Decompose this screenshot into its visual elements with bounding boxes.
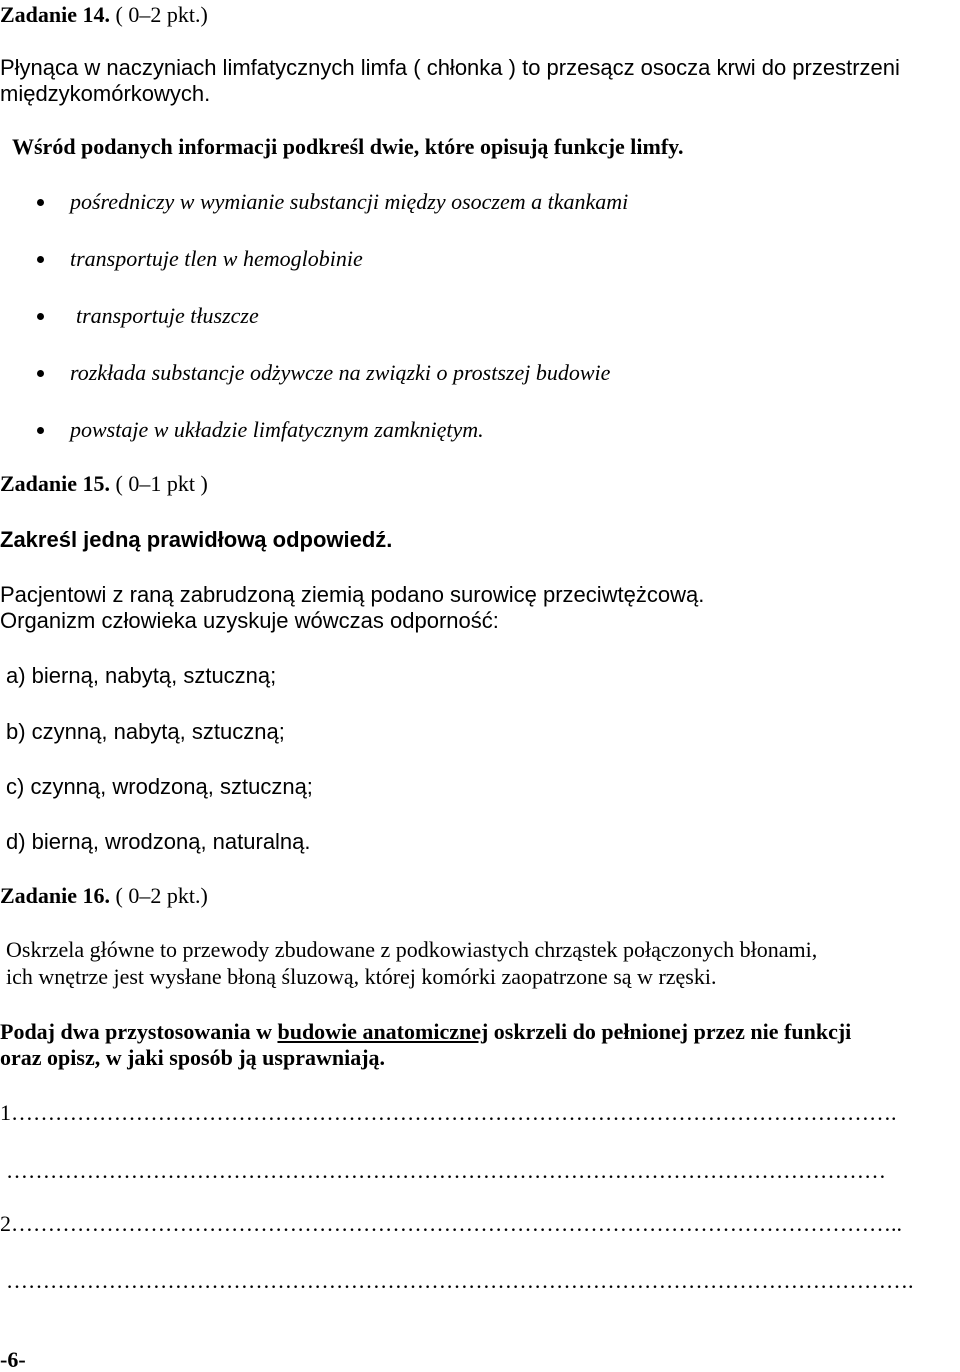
task-16-text-line2: ich wnętrze jest wysłane błoną śluzową, której komórki zaopatrzone są w rzęski.	[6, 964, 717, 989]
task-15-title: Zadanie 15.	[0, 471, 111, 496]
task-14-intro-line2: międzykomórkowych.	[0, 81, 211, 106]
task-14-option-3[interactable]: transportuje tłuszcze	[76, 303, 259, 328]
task-15-heading	[0, 473, 208, 495]
bullet-icon	[37, 199, 44, 206]
task-15-text-line1: Pacjentowi z raną zabrudzoną ziemią podano surowicę przeciwtężcową.	[0, 582, 705, 607]
page-number: -6-	[0, 1347, 26, 1372]
answer-line-2-continued[interactable]: …………………………………………………………………………………………………………….	[6, 1270, 914, 1292]
task-15-answer-c[interactable]: c) czynną, wrodzoną, sztuczną;	[6, 774, 313, 799]
answer-line-1[interactable]: 1………………………………………………………………………………………………………….	[0, 1102, 897, 1124]
bullet-icon	[37, 370, 44, 377]
task-14-points: ( 0–2 pkt.)	[115, 2, 208, 27]
task-15-points: ( 0–1 pkt )	[115, 471, 208, 496]
instruction-text: oskrzeli do pełnionej przez nie funkcji	[488, 1019, 852, 1044]
instruction-underlined-text: budowie anatomicznej	[277, 1019, 489, 1044]
task-14-heading	[0, 4, 208, 26]
answer-line-2[interactable]: 2…………………………………………………………………………………………………………..	[0, 1213, 902, 1235]
task-14-intro-line1: Płynąca w naczyniach limfatycznych limfa ( chłonka ) to przesącz osocza krwi do przestrzeni	[0, 55, 900, 80]
task-16-instruction-line1	[0, 1021, 851, 1043]
task-16-points: ( 0–2 pkt.)	[115, 883, 208, 908]
task-15-answer-a[interactable]: a) bierną, nabytą, sztuczną;	[6, 663, 277, 688]
answer-line-1-continued[interactable]: …………………………………………………………………………………………………………	[6, 1160, 886, 1182]
task-14-option-2[interactable]: transportuje tlen w hemoglobinie	[70, 246, 363, 271]
task-15-answer-b[interactable]: b) czynną, nabytą, sztuczną;	[6, 719, 285, 744]
task-14-option-5[interactable]: powstaje w układzie limfatycznym zamkniętym.	[70, 417, 484, 442]
task-16-heading	[0, 885, 208, 907]
task-15-instruction: Zakreśl jedną prawidłową odpowiedź.	[0, 527, 393, 552]
task-14-title: Zadanie 14.	[0, 2, 111, 27]
task-16-text-line1: Oskrzela główne to przewody zbudowane z podkowiastych chrząstek połączonych błonami,	[6, 937, 818, 962]
task-15-answer-d[interactable]: d) bierną, wrodzoną, naturalną.	[6, 829, 311, 854]
task-16-instruction-line2: oraz opisz, w jaki sposób ją usprawniają.	[0, 1045, 386, 1070]
task-14-instruction: Wśród podanych informacji podkreśl dwie, które opisują funkcje limfy.	[12, 134, 684, 159]
bullet-icon	[37, 256, 44, 263]
task-14-option-1[interactable]: pośredniczy w wymianie substancji między osoczem a tkankami	[70, 189, 629, 214]
instruction-text: Podaj dwa przystosowania w	[0, 1019, 278, 1044]
bullet-icon	[37, 313, 44, 320]
bullet-icon	[37, 427, 44, 434]
task-14-option-4[interactable]: rozkłada substancje odżywcze na związki o prostszej budowie	[70, 360, 611, 385]
task-15-text-line2: Organizm człowieka uzyskuje wówczas odporność:	[0, 608, 499, 633]
task-16-title: Zadanie 16.	[0, 883, 111, 908]
